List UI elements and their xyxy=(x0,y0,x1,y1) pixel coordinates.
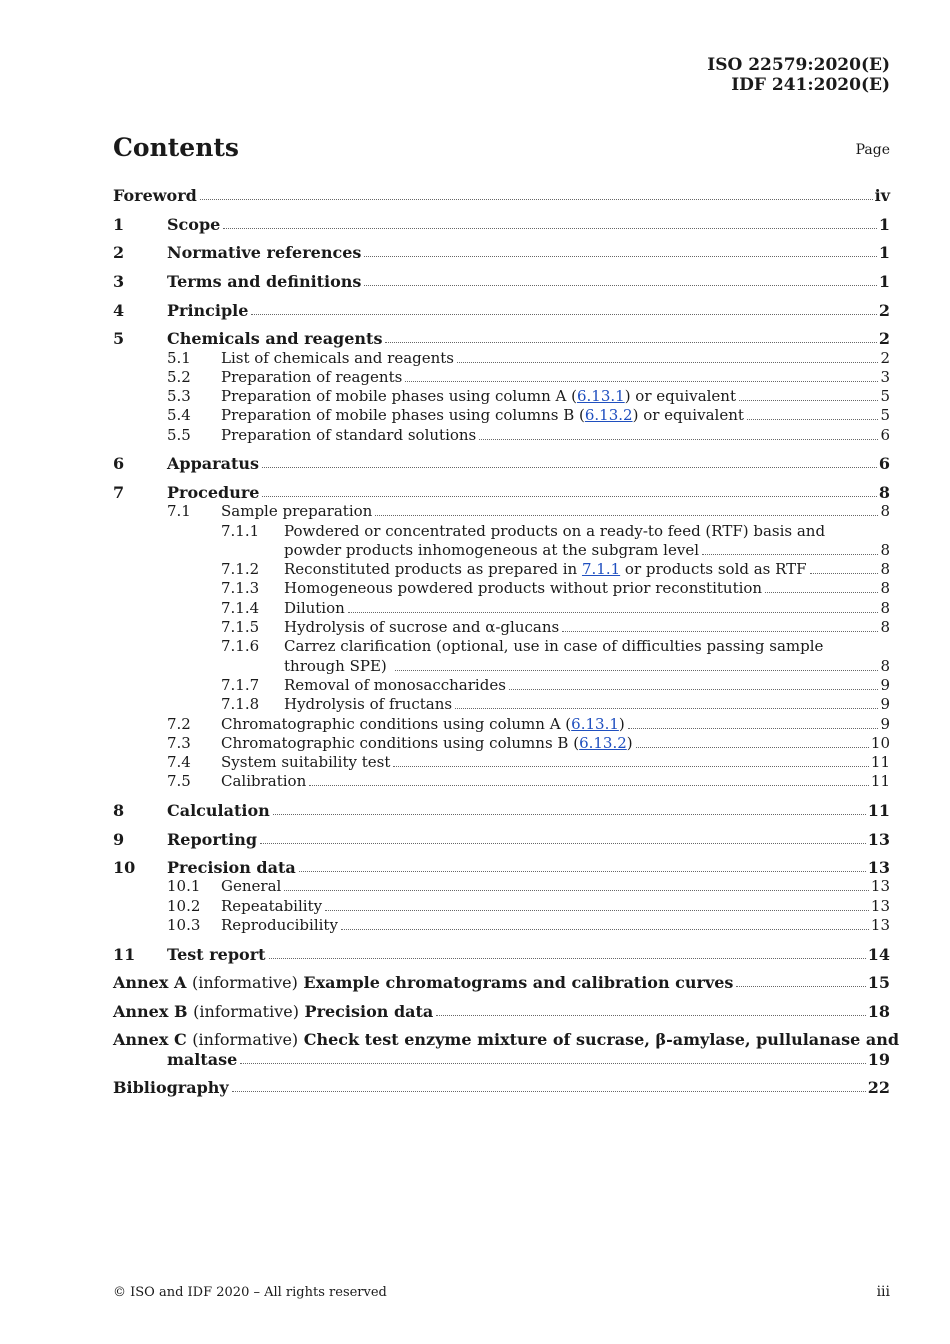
toc-entry-page: 1 xyxy=(878,272,890,292)
dot-leader xyxy=(348,612,879,613)
toc-entry-3[interactable] xyxy=(113,272,890,291)
dot-leader xyxy=(455,708,878,709)
toc-entry-7[interactable] xyxy=(113,483,890,502)
dot-leader xyxy=(393,766,869,767)
toc-entry-page: 13 xyxy=(870,877,890,896)
dot-leader xyxy=(739,400,878,401)
toc-entry-number: 7.1.3 xyxy=(221,579,260,598)
toc-entry-title: Hydrolysis of fructans xyxy=(284,695,453,714)
toc-entry-number: 5.4 xyxy=(167,406,191,425)
dot-leader xyxy=(562,631,878,632)
toc-entry-number: 10.3 xyxy=(167,916,201,935)
cross-reference-link[interactable]: 6.13.2 xyxy=(584,406,633,425)
toc-entry-bibliography[interactable] xyxy=(113,1078,890,1097)
toc-entry-7-1-5[interactable] xyxy=(113,618,890,637)
annex-kind: (informative) xyxy=(191,973,298,993)
toc-entry-number: 9 xyxy=(113,829,125,849)
toc-entry-page: 2 xyxy=(878,300,890,320)
toc-entry-number: 5.5 xyxy=(167,425,191,444)
toc-text-part: Reconstituted products as prepared in xyxy=(284,560,582,579)
toc-entry-title: Homogeneous powdered products without prior reconstitution xyxy=(284,579,763,598)
toc-entry-7-1-1[interactable] xyxy=(113,521,890,560)
toc-entry-7-1[interactable] xyxy=(113,502,890,521)
toc-entry-page: 5 xyxy=(880,387,890,406)
toc-entry-number: 7.1.1 xyxy=(221,521,260,540)
toc-entry-1[interactable] xyxy=(113,215,890,234)
toc-entry-page: 10 xyxy=(870,733,890,752)
toc-entry-title: List of chemicals and reagents xyxy=(221,348,454,367)
toc-entry-title: Principle xyxy=(167,300,249,320)
toc-entry-title-line2: powder products inhomogeneous at the subgram level xyxy=(284,540,699,559)
toc-entry-5[interactable] xyxy=(113,329,890,348)
toc-entry-title: Dilution xyxy=(284,598,345,617)
toc-entry-number: 5.3 xyxy=(167,387,191,406)
toc-entry-number: 4 xyxy=(113,300,125,320)
toc-entry-title xyxy=(221,387,736,406)
toc-entry-title: Scope xyxy=(167,214,221,234)
toc-entry-page: 11 xyxy=(867,800,890,820)
dot-leader xyxy=(325,910,869,911)
footer-copyright: © ISO and IDF 2020 – All rights reserved xyxy=(113,1285,387,1300)
toc-entry-page: 13 xyxy=(867,829,890,849)
toc-entry-5-3[interactable] xyxy=(113,387,890,406)
toc-entry-title: Preparation of reagents xyxy=(221,367,403,386)
dot-leader xyxy=(405,381,878,382)
toc-entry-page: 18 xyxy=(867,1001,890,1021)
toc-entry-number: 7.1.7 xyxy=(221,675,260,694)
toc-entry-page: 3 xyxy=(880,367,890,386)
document-header xyxy=(707,55,890,95)
toc-entry-title: System suitability test xyxy=(221,753,391,772)
dot-leader xyxy=(299,871,866,872)
toc-entry-number: 7.2 xyxy=(167,714,191,733)
toc-text-part: ) xyxy=(618,714,625,733)
dot-leader xyxy=(395,670,879,671)
toc-entry-title xyxy=(113,973,733,992)
toc-entry-page: 13 xyxy=(870,896,890,915)
toc-entry-title: Repeatability xyxy=(221,896,323,915)
toc-entry-page: 13 xyxy=(870,916,890,935)
dot-leader xyxy=(341,929,869,930)
page-title: Contents xyxy=(113,133,240,162)
toc-entry-5-4[interactable] xyxy=(113,406,890,425)
annex-label: Annex B xyxy=(113,1001,188,1021)
toc-text-part: or products sold as RTF xyxy=(620,560,807,579)
toc-entry-7-1-2[interactable] xyxy=(113,560,890,579)
dot-leader xyxy=(200,199,873,200)
footer-page-number: iii xyxy=(876,1284,890,1300)
toc-entry-title: Reproducibility xyxy=(221,916,338,935)
toc-entry-title: Apparatus xyxy=(167,454,259,474)
toc-entry-title: Bibliography xyxy=(113,1078,229,1098)
dot-leader xyxy=(273,814,866,815)
toc-entry-title: Sample preparation xyxy=(221,502,373,521)
toc-entry-7-1-6[interactable] xyxy=(113,637,890,676)
toc-entry-title-line1: Carrez clarification (optional, use in case of difficulties passing sample xyxy=(284,637,824,656)
toc-entry-number: 10 xyxy=(113,858,136,878)
toc-entry-title xyxy=(221,406,744,425)
toc-entry-5-1[interactable] xyxy=(113,348,890,367)
toc-text-part: ) xyxy=(626,733,633,752)
toc-entry-number: 8 xyxy=(113,800,125,820)
toc-entry-title-line1: Powdered or concentrated products on a ready-to feed (RTF) basis and xyxy=(284,521,826,540)
dot-leader xyxy=(284,890,869,891)
toc-entry-page: 1 xyxy=(878,243,890,263)
toc-entry-title: Terms and definitions xyxy=(167,272,362,292)
toc-entry-title: Reporting xyxy=(167,829,258,849)
toc-entry-page: 8 xyxy=(880,502,890,521)
toc-entry-title: Calculation xyxy=(167,800,270,820)
toc-entry-number: 5.2 xyxy=(167,367,191,386)
dot-leader xyxy=(223,228,877,229)
dot-leader xyxy=(479,439,878,440)
toc-entry-page: 22 xyxy=(867,1078,890,1098)
dot-leader xyxy=(262,467,877,468)
toc-text-part: Chromatographic conditions using column A ( xyxy=(221,714,572,733)
toc-entry-page: 8 xyxy=(878,482,890,502)
toc-entry-11[interactable] xyxy=(113,944,890,963)
toc-entry-number: 3 xyxy=(113,272,125,292)
toc-entry-page: 9 xyxy=(880,695,890,714)
toc-entry-7-4[interactable] xyxy=(113,753,890,772)
dot-leader xyxy=(251,314,876,315)
toc-entry-number: 10.2 xyxy=(167,896,201,915)
page-column-label: Page xyxy=(855,142,890,158)
toc-entry-page: 19 xyxy=(867,1049,890,1069)
toc-text-part: ) or equivalent xyxy=(632,406,744,425)
dot-leader xyxy=(436,1015,865,1016)
annex-title: Check test enzyme mixture of sucrase, β-amylase, pullulanase and xyxy=(303,1030,900,1050)
toc-entry-page: 5 xyxy=(880,406,890,425)
toc-entry-page: 9 xyxy=(880,714,890,733)
cross-reference-link[interactable]: 6.13.1 xyxy=(576,387,625,406)
toc-entry-page: 13 xyxy=(867,858,890,878)
toc-entry-8[interactable] xyxy=(113,801,890,820)
dot-leader xyxy=(232,1091,866,1092)
toc-entry-number: 11 xyxy=(113,944,136,964)
dot-leader xyxy=(628,728,879,729)
toc-entry-annex-a[interactable] xyxy=(113,973,890,992)
annex-title: Example chromatograms and calibration curves xyxy=(303,973,734,993)
annex-label: Annex A xyxy=(113,973,187,993)
cross-reference-link[interactable]: 6.13.2 xyxy=(579,733,627,752)
toc-entry-page: 8 xyxy=(880,656,890,675)
dot-leader xyxy=(260,843,866,844)
toc-entry-number: 7.1.2 xyxy=(221,560,260,579)
toc-entry-foreword[interactable] xyxy=(113,186,890,205)
cross-reference-link[interactable]: 7.1.1 xyxy=(581,560,621,579)
toc-entry-5-2[interactable] xyxy=(113,368,890,387)
toc-entry-title-line1 xyxy=(113,1030,899,1049)
toc-entry-page: 1 xyxy=(878,214,890,234)
dot-leader xyxy=(269,958,866,959)
toc-entry-number: 1 xyxy=(113,214,125,234)
toc-entry-number: 7.3 xyxy=(167,733,191,752)
toc-entry-title-line2: through SPE) xyxy=(284,656,387,675)
toc-entry-10-2[interactable] xyxy=(113,896,890,915)
toc-entry-page: 8 xyxy=(880,560,890,579)
annex-kind: (informative) xyxy=(193,1001,299,1021)
toc-entry-page: 8 xyxy=(880,579,890,598)
toc-entry-annex-b[interactable] xyxy=(113,1002,890,1021)
toc-entry-page: 8 xyxy=(880,598,890,617)
toc-entry-number: 10.1 xyxy=(167,877,201,896)
toc-entry-number: 7.1.4 xyxy=(221,598,260,617)
dot-leader xyxy=(309,785,869,786)
toc-entry-page: 14 xyxy=(867,944,890,964)
dot-leader xyxy=(736,986,865,987)
toc-entry-page: 9 xyxy=(880,675,890,694)
toc-entry-page: 8 xyxy=(880,618,890,637)
toc-entry-number: 5.1 xyxy=(167,348,191,367)
toc-entry-7-1-7[interactable] xyxy=(113,676,890,695)
toc-entry-10-3[interactable] xyxy=(113,916,890,935)
toc-text-part: Preparation of mobile phases using column A ( xyxy=(221,387,577,406)
toc-entry-page: 6 xyxy=(880,425,890,444)
toc-entry-page: 8 xyxy=(880,540,890,559)
toc-entry-title: Removal of monosaccharides xyxy=(284,675,506,694)
table-of-contents xyxy=(113,186,900,1098)
toc-entry-title-line2: maltase xyxy=(167,1049,238,1069)
dot-leader xyxy=(385,342,876,343)
dot-leader xyxy=(765,592,878,593)
dot-leader xyxy=(636,747,869,748)
toc-entry-page: 2 xyxy=(878,329,890,349)
header-idf-number: IDF 241:2020(E) xyxy=(731,75,890,95)
toc-text-part: Preparation of mobile phases using columns B ( xyxy=(221,406,585,425)
dot-leader xyxy=(810,573,879,574)
toc-entry-title: Preparation of standard solutions xyxy=(221,425,477,444)
dot-leader xyxy=(509,689,879,690)
toc-entry-9[interactable] xyxy=(113,829,890,848)
toc-entry-number: 7.1 xyxy=(167,502,191,521)
header-iso-number: ISO 22579:2020(E) xyxy=(707,55,890,75)
dot-leader xyxy=(364,285,876,286)
toc-entry-title: Normative references xyxy=(167,243,362,263)
toc-entry-title: Chemicals and reagents xyxy=(167,329,383,349)
toc-entry-title xyxy=(113,1002,433,1021)
toc-entry-6[interactable] xyxy=(113,454,890,473)
toc-entry-number: 7.4 xyxy=(167,753,191,772)
toc-text-part: Chromatographic conditions using columns B ( xyxy=(221,733,580,752)
toc-entry-title: Hydrolysis of sucrose and α-glucans xyxy=(284,618,560,637)
annex-label: Annex C xyxy=(113,1030,187,1050)
toc-entry-page: iv xyxy=(874,186,890,206)
toc-entry-5-5[interactable] xyxy=(113,425,890,444)
toc-entry-page: 11 xyxy=(870,753,890,772)
toc-entry-number: 2 xyxy=(113,243,125,263)
toc-entry-10-1[interactable] xyxy=(113,877,890,896)
toc-entry-7-5[interactable] xyxy=(113,772,890,791)
toc-entry-7-2[interactable] xyxy=(113,714,890,733)
toc-entry-number: 5 xyxy=(113,329,125,349)
toc-entry-7-1-3[interactable] xyxy=(113,579,890,598)
toc-entry-title: Test report xyxy=(167,944,266,964)
toc-entry-number: 7.1.6 xyxy=(221,637,260,656)
toc-entry-title xyxy=(221,715,625,734)
dot-leader xyxy=(240,1063,865,1064)
cross-reference-link[interactable]: 6.13.1 xyxy=(571,714,619,733)
toc-entry-number: 7.5 xyxy=(167,772,191,791)
toc-entry-7-1-4[interactable] xyxy=(113,598,890,617)
toc-entry-title: General xyxy=(221,877,282,896)
dot-leader xyxy=(457,362,878,363)
dot-leader xyxy=(747,419,879,420)
dot-leader xyxy=(375,515,878,516)
toc-entry-title xyxy=(284,560,807,579)
toc-entry-2[interactable] xyxy=(113,243,890,262)
annex-kind: (informative) xyxy=(192,1030,299,1050)
toc-entry-page: 15 xyxy=(867,973,890,993)
toc-entry-title: Foreword xyxy=(113,186,197,206)
toc-entry-7-3[interactable] xyxy=(113,734,890,753)
toc-entry-title xyxy=(221,734,633,753)
dot-leader xyxy=(364,256,876,257)
toc-entry-number: 7.1.5 xyxy=(221,618,260,637)
toc-entry-page: 2 xyxy=(880,348,890,367)
toc-entry-number: 7 xyxy=(113,482,125,502)
annex-title: Precision data xyxy=(304,1001,434,1021)
dot-leader xyxy=(262,496,876,497)
toc-entry-10[interactable] xyxy=(113,858,890,877)
toc-entry-title: Precision data xyxy=(167,858,296,878)
toc-entry-number: 7.1.8 xyxy=(221,695,260,714)
toc-entry-annex-c[interactable] xyxy=(113,1030,900,1069)
dot-leader xyxy=(702,554,878,555)
toc-entry-7-1-8[interactable] xyxy=(113,695,890,714)
toc-entry-4[interactable] xyxy=(113,300,890,319)
toc-entry-number: 6 xyxy=(113,454,125,474)
toc-entry-title: Procedure xyxy=(167,482,260,502)
toc-entry-page: 11 xyxy=(870,772,890,791)
toc-entry-title: Calibration xyxy=(221,772,307,791)
toc-text-part: ) or equivalent xyxy=(624,387,736,406)
toc-entry-page: 6 xyxy=(878,454,890,474)
